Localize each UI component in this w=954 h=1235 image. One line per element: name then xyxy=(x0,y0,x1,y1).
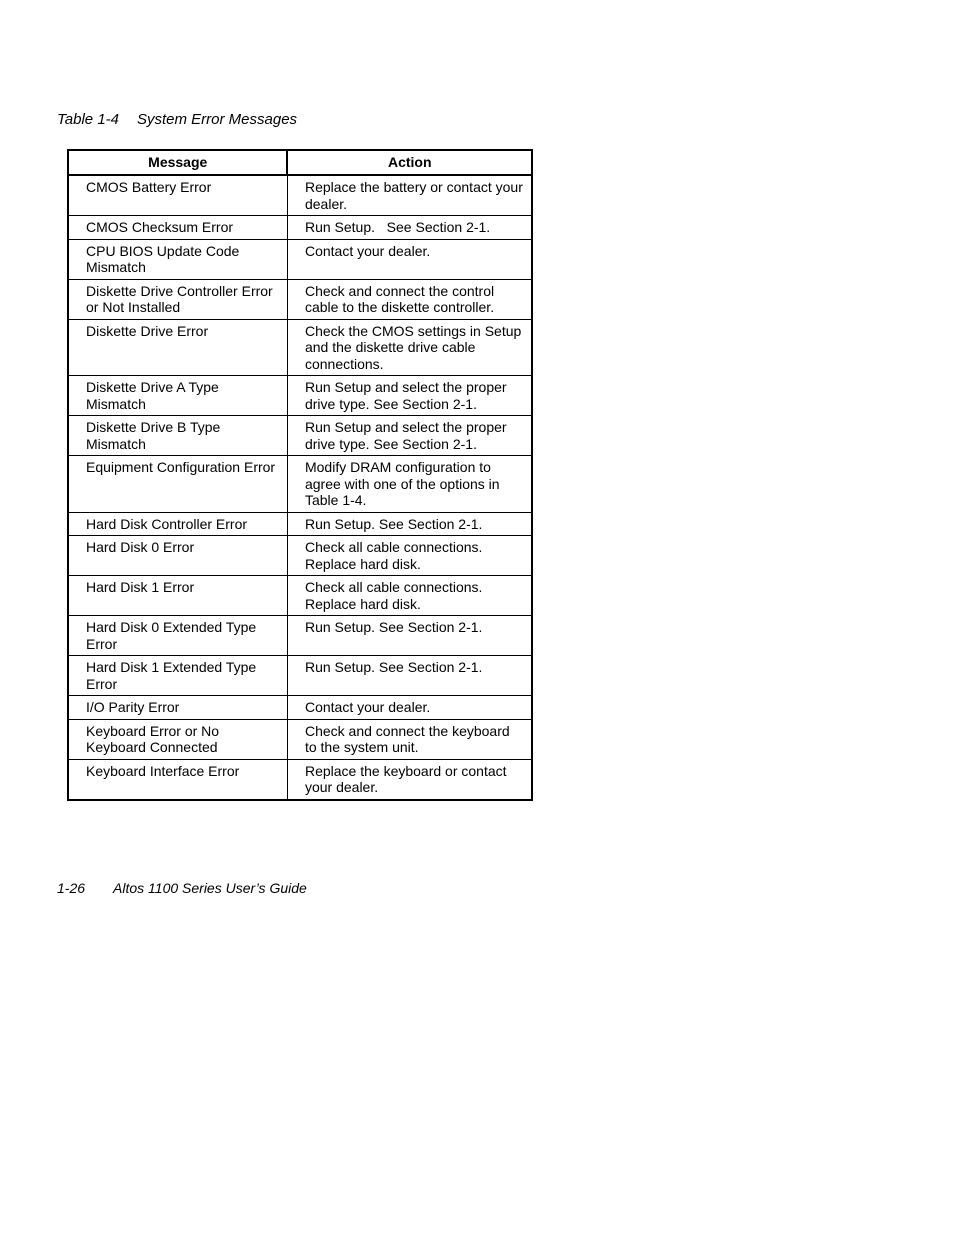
message-cell: CMOS Checksum Error xyxy=(68,216,287,240)
message-cell: Keyboard Error or No Keyboard Connected xyxy=(68,719,287,759)
action-cell: Replace the battery or contact your dealer. xyxy=(287,175,532,216)
header-message: Message xyxy=(68,150,287,175)
page-footer xyxy=(57,880,307,896)
action-cell: Contact your dealer. xyxy=(287,239,532,279)
message-cell: Hard Disk 0 Extended Type Error xyxy=(68,616,287,656)
message-cell: I/O Parity Error xyxy=(68,696,287,720)
header-action: Action xyxy=(287,150,532,175)
action-cell: Check all cable connections. Replace hard disk. xyxy=(287,576,532,616)
book-title: Altos 1100 Series User’s Guide xyxy=(113,880,307,896)
table-row xyxy=(68,512,532,536)
table-row xyxy=(68,536,532,576)
action-cell: Check all cable connections. Replace hard disk. xyxy=(287,536,532,576)
table-number: Table 1-4 xyxy=(57,111,119,128)
action-cell: Modify DRAM configuration to agree with one of the options in Table 1-4. xyxy=(287,456,532,513)
table-row xyxy=(68,456,532,513)
table-caption xyxy=(57,111,297,128)
action-cell: Run Setup. See Section 2-1. xyxy=(287,512,532,536)
table-row xyxy=(68,416,532,456)
action-cell: Run Setup. See Section 2-1. xyxy=(287,616,532,656)
table-header-row xyxy=(68,150,532,175)
page-number: 1-26 xyxy=(57,880,86,896)
table-row xyxy=(68,656,532,696)
action-cell: Run Setup and select the proper drive type. See Section 2-1. xyxy=(287,416,532,456)
action-cell: Run Setup and select the proper drive type. See Section 2-1. xyxy=(287,376,532,416)
table-row xyxy=(68,376,532,416)
table-row xyxy=(68,576,532,616)
message-cell: Hard Disk 0 Error xyxy=(68,536,287,576)
message-cell: Hard Disk Controller Error xyxy=(68,512,287,536)
message-cell: Diskette Drive Controller Error or Not Installed xyxy=(68,279,287,319)
table-row xyxy=(68,216,532,240)
action-cell: Check the CMOS settings in Setup and the diskette drive cable connections. xyxy=(287,319,532,376)
action-cell: Check and connect the keyboard to the system unit. xyxy=(287,719,532,759)
table-row xyxy=(68,696,532,720)
message-cell: Diskette Drive Error xyxy=(68,319,287,376)
message-cell: Keyboard Interface Error xyxy=(68,759,287,800)
action-cell: Contact your dealer. xyxy=(287,696,532,720)
table-title: System Error Messages xyxy=(137,111,298,128)
table-row xyxy=(68,239,532,279)
message-cell: Diskette Drive A Type Mismatch xyxy=(68,376,287,416)
message-cell: Equipment Configuration Error xyxy=(68,456,287,513)
table-row xyxy=(68,175,532,216)
table-row xyxy=(68,719,532,759)
table-row xyxy=(68,279,532,319)
message-cell: Diskette Drive B Type Mismatch xyxy=(68,416,287,456)
message-cell: CPU BIOS Update Code Mismatch xyxy=(68,239,287,279)
action-cell: Run Setup. See Section 2-1. xyxy=(287,216,532,240)
table-row xyxy=(68,759,532,800)
action-cell: Replace the keyboard or contact your dealer. xyxy=(287,759,532,800)
action-cell: Check and connect the control cable to the diskette controller. xyxy=(287,279,532,319)
table-row xyxy=(68,616,532,656)
message-cell: Hard Disk 1 Extended Type Error xyxy=(68,656,287,696)
system-error-messages-table xyxy=(67,149,533,801)
action-cell: Run Setup. See Section 2-1. xyxy=(287,656,532,696)
message-cell: CMOS Battery Error xyxy=(68,175,287,216)
message-cell: Hard Disk 1 Error xyxy=(68,576,287,616)
table-row xyxy=(68,319,532,376)
